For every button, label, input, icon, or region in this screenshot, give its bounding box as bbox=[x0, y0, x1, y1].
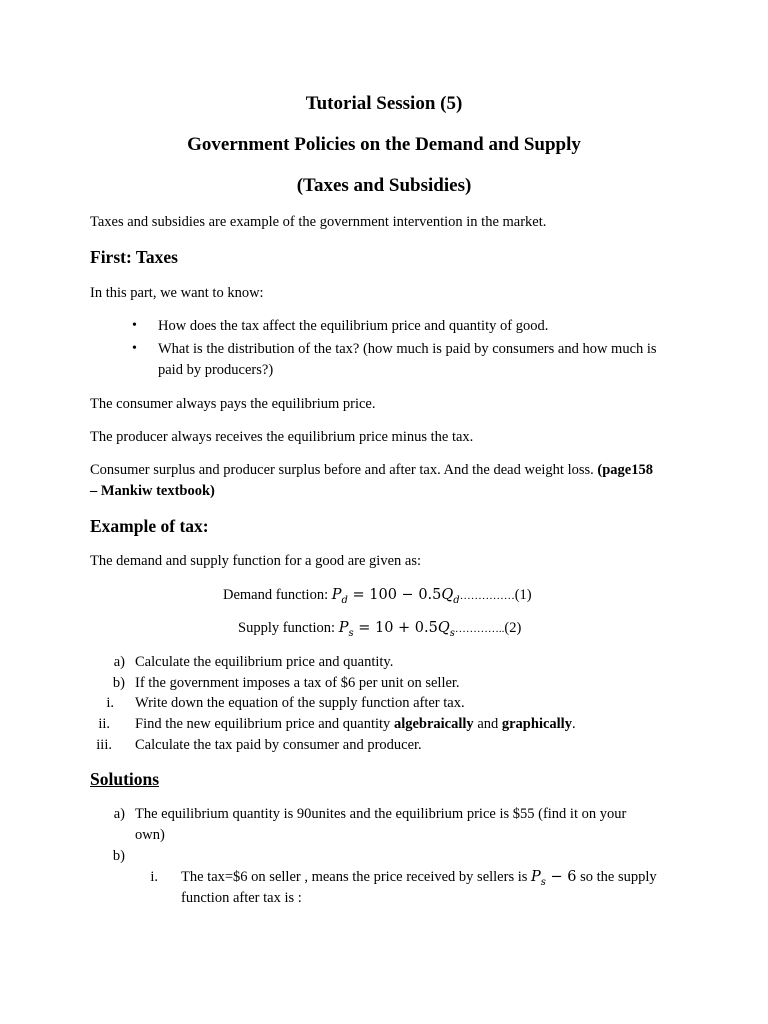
question-ii-mark: ii. bbox=[98, 716, 110, 732]
supply-p-sub: s bbox=[348, 627, 354, 639]
bullet-item-2: What is the distribution of the tax? (how much is paid by consumers and how much is bbox=[158, 341, 657, 357]
demand-label: Demand function: bbox=[223, 587, 332, 603]
question-b-mark: b) bbox=[112, 675, 125, 691]
solution-b-mark: b) bbox=[112, 848, 125, 864]
question-i-mark: i. bbox=[106, 695, 114, 711]
demand-equation: = 100 − 0.5 bbox=[347, 587, 442, 603]
supply-label: Supply function: bbox=[238, 620, 339, 636]
consumer-price-paragraph: The consumer always pays the equilibrium price. bbox=[90, 396, 376, 412]
bullet-dot-1: • bbox=[132, 318, 137, 333]
title-line-2: Government Policies on the Demand and Supply bbox=[187, 134, 581, 155]
bullet-dot-2: • bbox=[132, 341, 137, 356]
supply-number: (2) bbox=[504, 620, 522, 636]
question-ii-bold-1: algebraically bbox=[393, 716, 474, 732]
solution-i-mark: i. bbox=[150, 869, 158, 885]
question-iii: Calculate the tax paid by consumer and producer. bbox=[135, 737, 422, 753]
solution-i-minus: − 6 bbox=[545, 869, 577, 885]
intro-paragraph: Taxes and subsidies are example of the government intervention in the market. bbox=[90, 214, 547, 230]
supply-dots: ………….. bbox=[454, 623, 505, 635]
question-i: Write down the equation of the supply function after tax. bbox=[135, 695, 465, 711]
example-heading: Example of tax: bbox=[90, 516, 209, 536]
question-ii bbox=[135, 716, 576, 733]
solution-i-line-1 bbox=[181, 869, 657, 888]
solution-i-p: P bbox=[531, 869, 541, 885]
question-iii-mark: iii. bbox=[96, 737, 112, 753]
demand-q: Q bbox=[441, 587, 454, 603]
title-line-3: (Taxes and Subsidies) bbox=[296, 175, 472, 196]
question-b: If the government imposes a tax of $6 per unit on seller. bbox=[135, 675, 460, 691]
demand-q-sub: d bbox=[453, 594, 460, 606]
page-reference: (page158 bbox=[597, 462, 653, 478]
solutions-heading: Solutions bbox=[90, 769, 160, 789]
solution-i-p-sub: s bbox=[540, 876, 546, 888]
demand-p-sub: d bbox=[341, 594, 348, 606]
question-ii-text-2: and bbox=[473, 716, 502, 732]
question-a: Calculate the equilibrium price and quantity. bbox=[135, 654, 394, 670]
demand-p: P bbox=[331, 587, 342, 603]
demand-number: (1) bbox=[514, 587, 532, 603]
supply-p: P bbox=[338, 620, 349, 636]
surplus-paragraph bbox=[90, 462, 653, 479]
demand-function bbox=[223, 587, 532, 606]
title-line-1: Tutorial Session (5) bbox=[305, 93, 463, 114]
example-lead: The demand and supply function for a good are given as: bbox=[90, 553, 421, 569]
solution-i-text-1: The tax=$6 on seller , means the price received by sellers is bbox=[181, 869, 532, 885]
producer-price-paragraph: The producer always receives the equilibrium price minus the tax. bbox=[90, 429, 474, 445]
textbook-reference: – Mankiw textbook) bbox=[90, 483, 215, 499]
first-taxes-heading: First: Taxes bbox=[90, 247, 178, 267]
supply-q-sub: s bbox=[449, 627, 455, 639]
solution-a-line-2: own) bbox=[135, 827, 165, 843]
supply-q: Q bbox=[437, 620, 450, 636]
surplus-text: Consumer surplus and producer surplus before and after tax. And the dead weight loss. bbox=[90, 462, 598, 478]
solution-a-mark: a) bbox=[113, 806, 125, 822]
supply-equation: = 10 + 0.5 bbox=[353, 620, 438, 636]
bullet-item-2-cont: paid by producers?) bbox=[158, 362, 274, 378]
question-ii-bold-2: graphically bbox=[501, 716, 572, 732]
supply-function bbox=[238, 620, 521, 639]
bullet-item-1: How does the tax affect the equilibrium price and quantity of good. bbox=[158, 318, 549, 334]
question-ii-text-3: . bbox=[571, 716, 576, 732]
question-ii-text-1: Find the new equilibrium price and quantity bbox=[135, 716, 394, 732]
question-a-mark: a) bbox=[113, 654, 125, 670]
taxes-lead: In this part, we want to know: bbox=[90, 285, 264, 301]
solution-i-line-2: function after tax is : bbox=[181, 890, 302, 906]
demand-dots: …………… bbox=[459, 590, 515, 602]
solution-i-text-2: so the supply bbox=[576, 869, 657, 885]
solution-a-line-1: The equilibrium quantity is 90unites and the equilibrium price is $55 (find it on your bbox=[135, 806, 627, 822]
